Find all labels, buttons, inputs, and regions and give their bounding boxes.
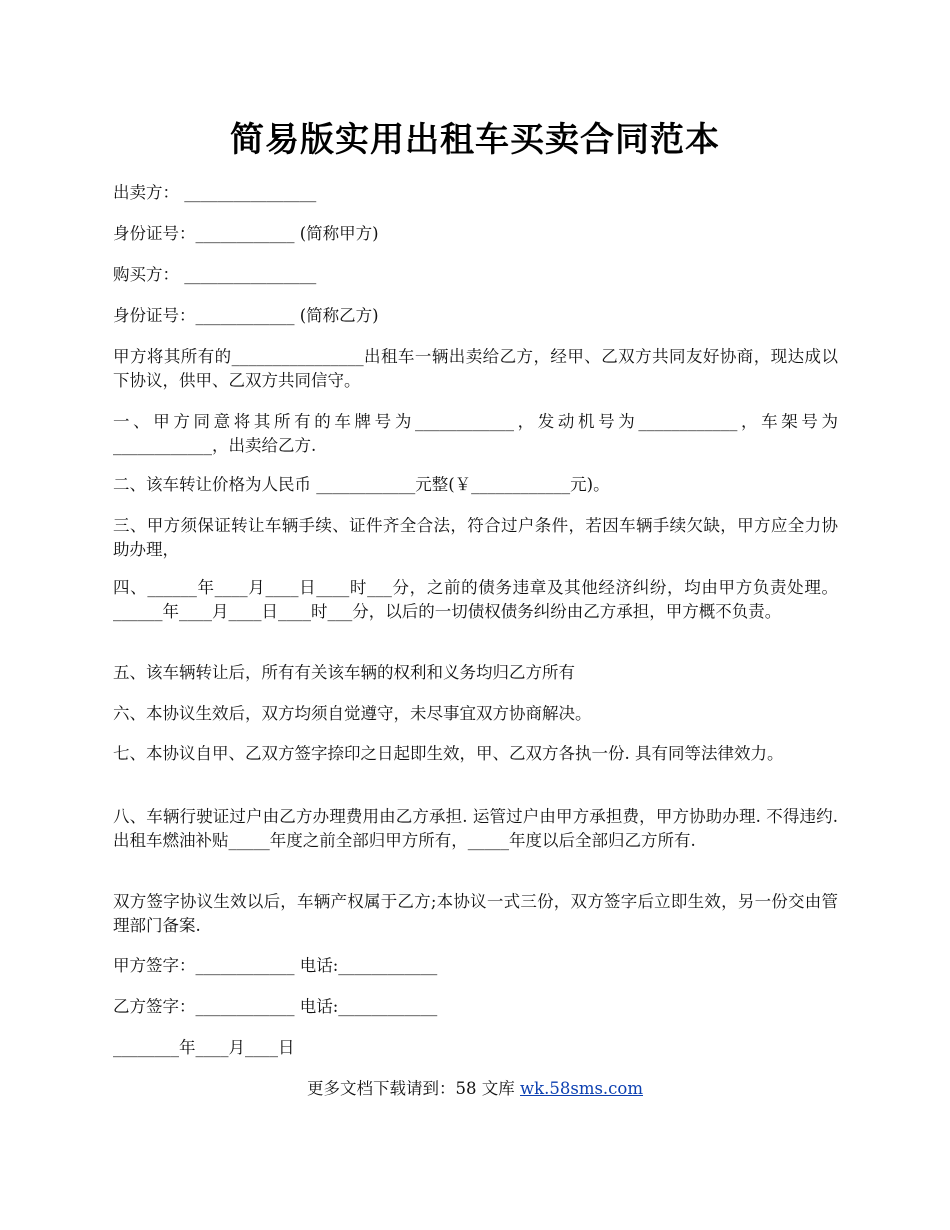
seller-line: 出卖方： ________________ <box>113 183 317 202</box>
clause-8: 八、车辆行驶证过户由乙方办理费用由乙方承担. 运管过户由甲方承担费，甲方协助办理. 不得违约. 出租车燃油补贴_____年度之前全部归甲方所有，_____年度以后全部归乙方所有. <box>113 807 838 850</box>
document-title: 简易版实用出租车买卖合同范本 <box>230 120 720 160</box>
closing-paragraph: 双方签字协议生效以后，车辆产权属于乙方;本协议一式三份，双方签字后立即生效，另一份交由管理部门备案. <box>113 892 838 935</box>
clause-7: 七、本协议自甲、乙双方签字捺印之日起即生效，甲、乙双方各执一份. 具有同等法律效力。 <box>113 744 784 763</box>
buyer-id-line: 身份证号：____________ (简称乙方) <box>113 306 379 325</box>
clause-2: 二、该车转让价格为人民币 ____________元整(￥____________元)。 <box>113 475 610 494</box>
footer <box>0 1077 950 1101</box>
date-line: ________年____月____日 <box>113 1038 295 1057</box>
seller-id-line: 身份证号：____________ (简称甲方) <box>113 224 379 243</box>
footer-text: 更多文档下载请到：58 文库 <box>306 1079 520 1098</box>
buyer-line: 购买方： ________________ <box>113 265 317 284</box>
footer-link[interactable]: wk.58sms.com <box>519 1079 643 1098</box>
clause-1: 一、甲方同意将其所有的车牌号为____________，发动机号为____________，车架号为____________，出卖给乙方. <box>113 412 838 455</box>
clause-6: 六、本协议生效后，双方均须自觉遵守，未尽事宜双方协商解决。 <box>113 704 592 723</box>
party-b-signature-line: 乙方签字：____________ 电话:____________ <box>113 997 438 1016</box>
party-a-signature-line: 甲方签字：____________ 电话:____________ <box>113 956 438 975</box>
clause-5: 五、该车辆转让后，所有有关该车辆的权利和义务均归乙方所有 <box>113 663 575 682</box>
clause-4: 四、______年____月____日____时___分，之前的债务违章及其他经济纠纷，均由甲方负责处理。______年____月____日____时___分，以后的一切债权债务纠纷由乙方承担，甲方概不负责。 <box>113 578 838 621</box>
clause-3: 三、甲方须保证转让车辆手续、证件齐全合法，符合过户条件，若因车辆手续欠缺，甲方应全力协助办理， <box>113 516 838 559</box>
intro-paragraph: 甲方将其所有的________________出租车一辆出卖给乙方，经甲、乙双方共同友好协商，现达成以下协议，供甲、乙双方共同信守。 <box>113 347 838 390</box>
